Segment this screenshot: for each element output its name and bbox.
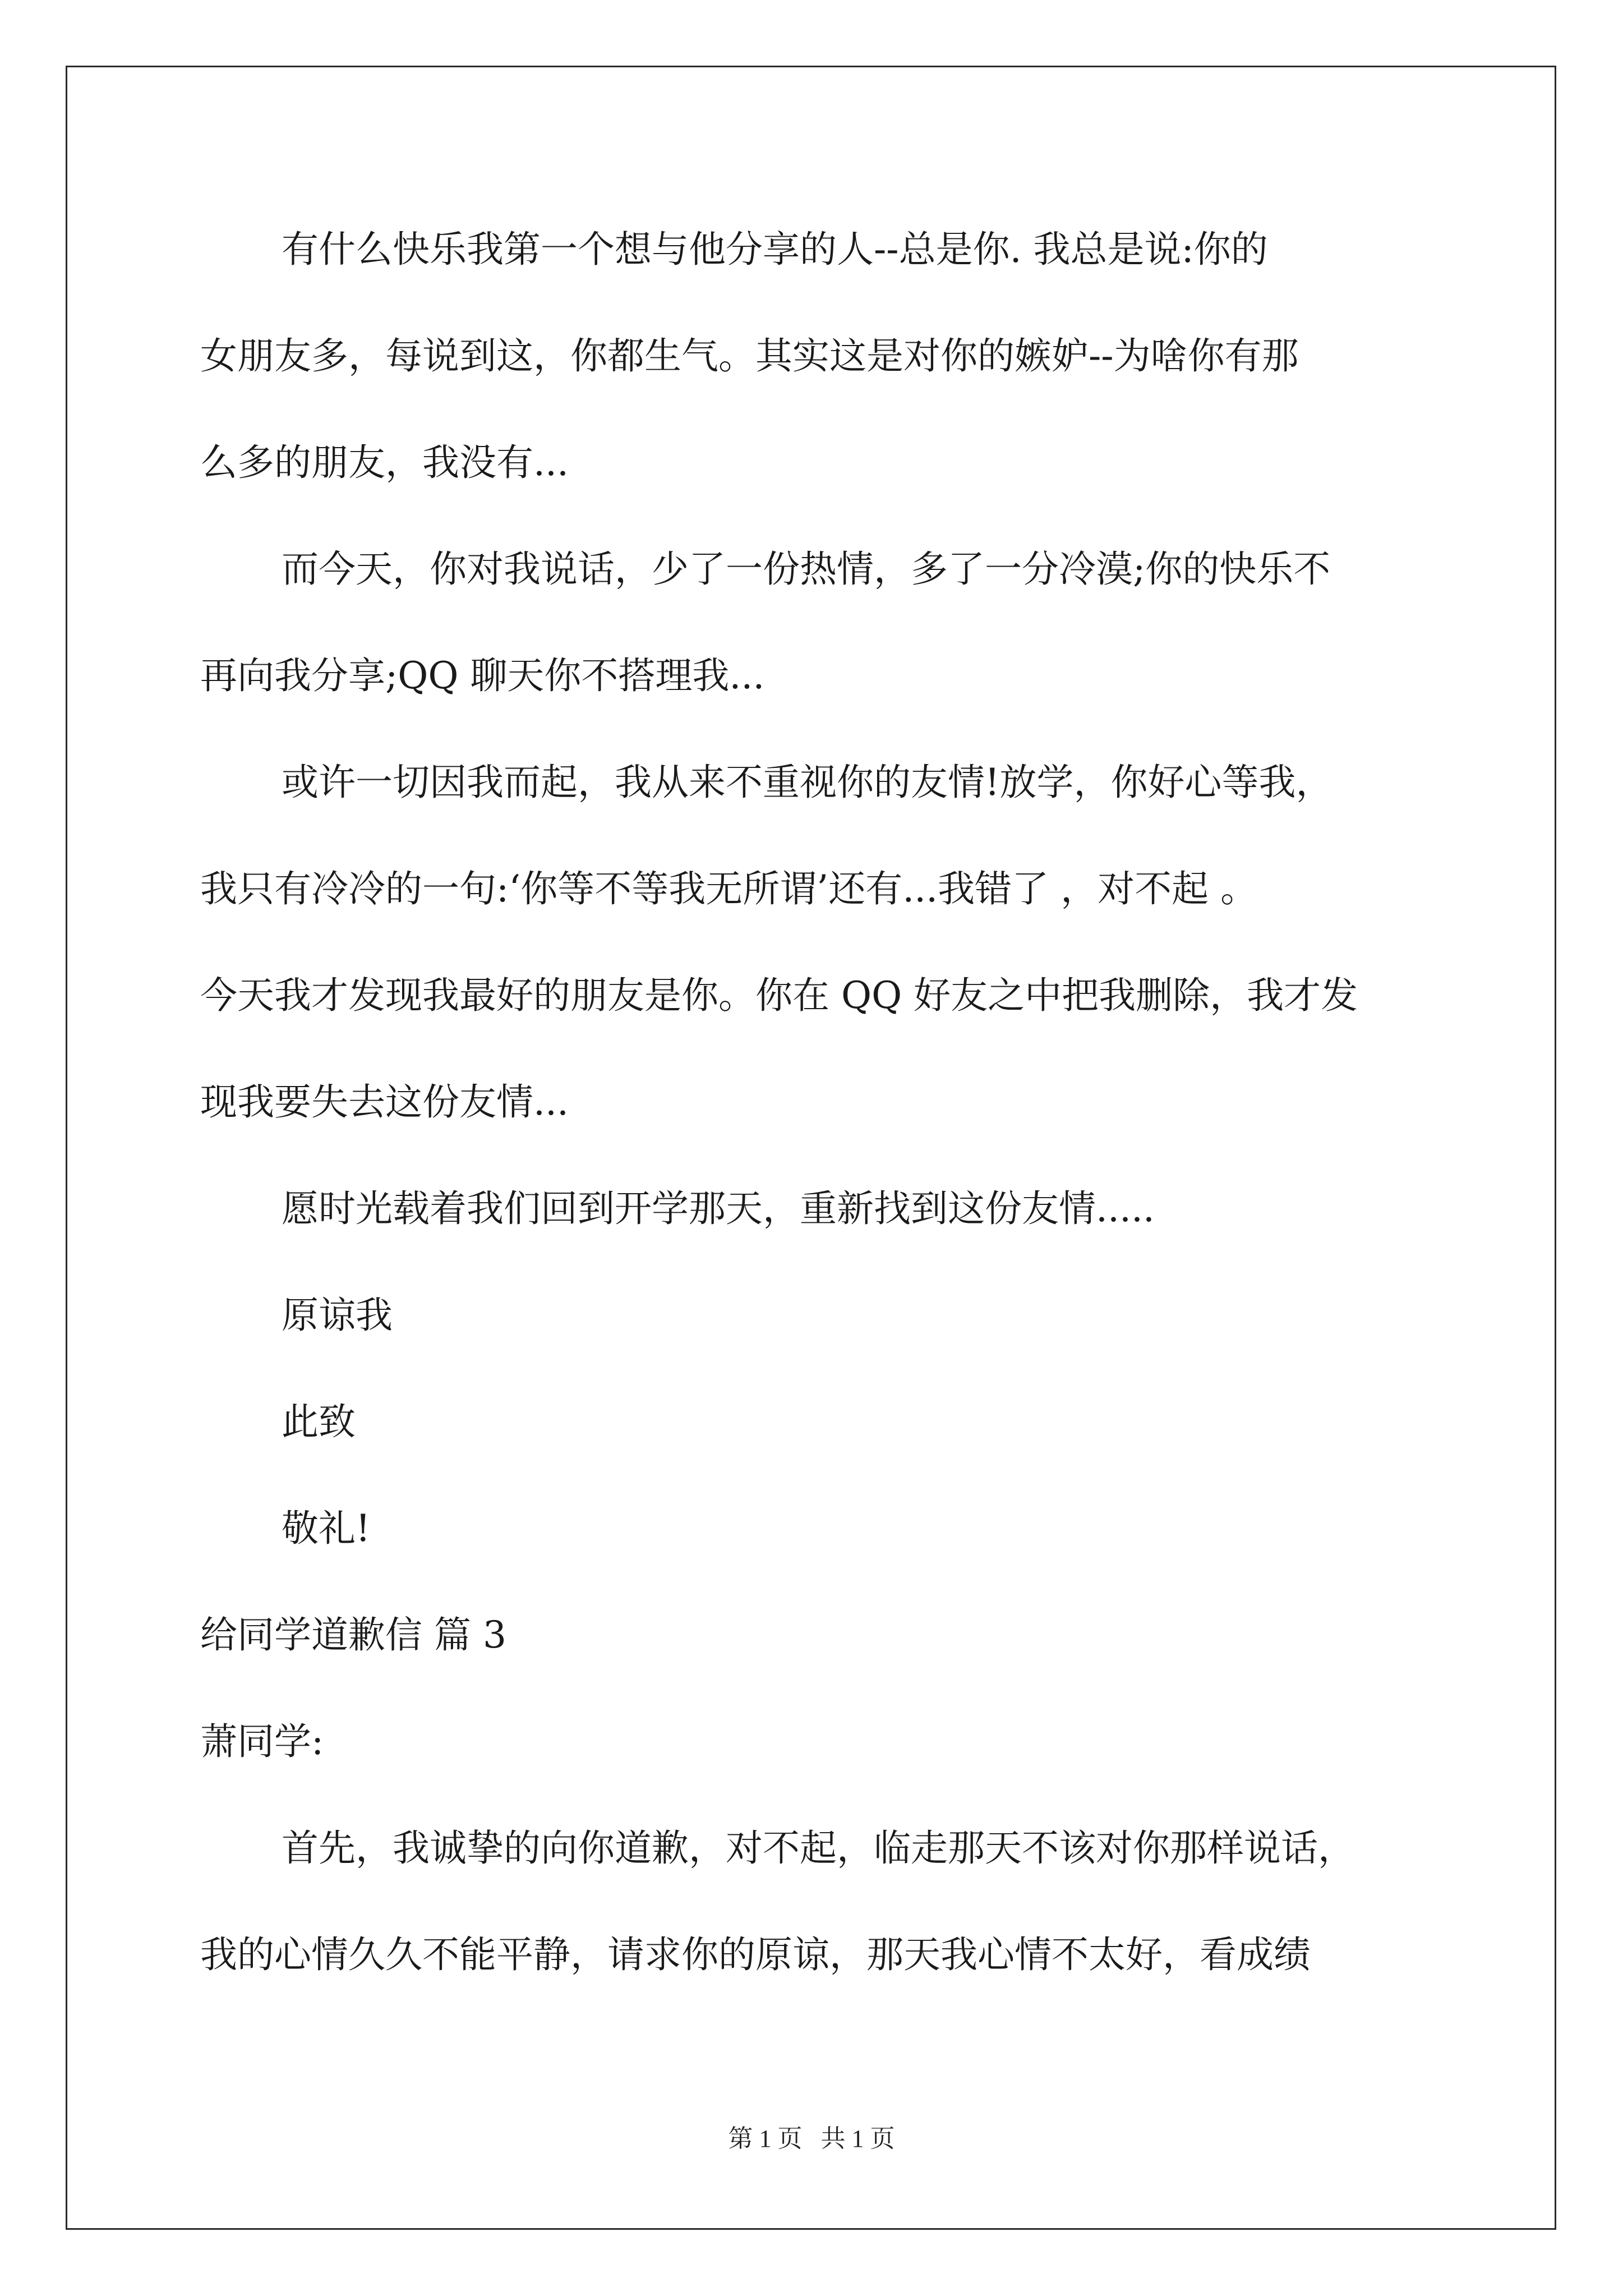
closing-forgive-me: 原谅我 [282,1294,393,1337]
page-border [66,66,1556,2230]
paragraph-2-line-2: 再向我分享;QQ 聊天你不搭理我... [200,654,765,697]
closing-cizhi: 此致 [282,1400,356,1443]
paragraph-5-line-1: 首先，我诚挚的向你道歉，对不起，临走那天不该对你那样说话， [282,1826,1355,1870]
paragraph-3-line-1: 或许一切因我而起，我从来不重视你的友情!放学，你好心等我， [282,761,1333,804]
page-footer [0,2122,1623,2156]
paragraph-3-line-4: 现我要失去这份友情... [200,1080,569,1124]
paragraph-5-line-2: 我的心情久久不能平静，请求你的原谅，那天我心情不太好，看成绩 [200,1933,1311,1976]
closing-jingli: 敬礼! [282,1507,371,1550]
paragraph-2-line-1: 而今天，你对我说话，少了一份热情，多了一分冷漠;你的快乐不 [282,547,1331,591]
paragraph-3-line-2: 我只有冷冷的一句:‘你等不等我无所谓’还有...我错了 ，对不起 。 [200,867,1258,910]
salutation: 萧同学: [200,1720,324,1763]
paragraph-1-line-1: 有什么快乐我第一个想与他分享的人--总是你. 我总是说:你的 [282,228,1268,271]
paragraph-1-line-2: 女朋友多，每说到这，你都生气。其实这是对你的嫉妒--为啥你有那 [200,334,1299,378]
paragraph-3-line-3: 今天我才发现我最好的朋友是你。你在 QQ 好友之中把我删除，我才发 [200,974,1358,1017]
page-number: 第 1 页 共 1 页 [728,2125,895,2152]
paragraph-1-line-3: 么多的朋友，我没有... [200,441,569,484]
section-title: 给同学道歉信 篇 3 [200,1613,506,1657]
paragraph-4: 愿时光载着我们回到开学那天，重新找到这份友情..... [282,1187,1155,1230]
